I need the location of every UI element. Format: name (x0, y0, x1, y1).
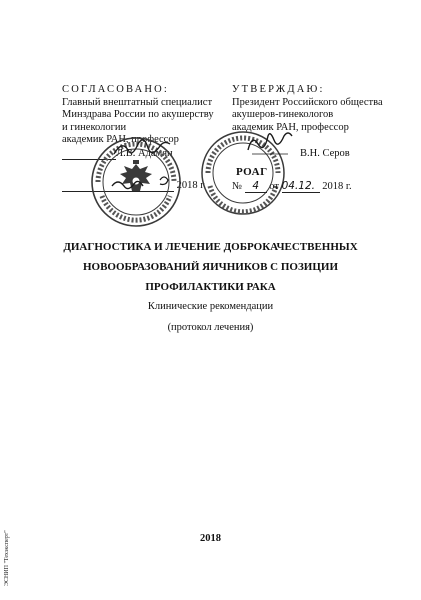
number-value: 4 (245, 180, 267, 193)
approve-block (232, 84, 392, 134)
approve-line: академик РАН, профессор (232, 121, 349, 133)
left-year: 2018 г. (176, 180, 206, 191)
document-subtitle: Клинические рекомендации (147, 301, 274, 312)
approval-line: академик РАН, профессор (62, 134, 179, 145)
roag-stamp-label: РОАГ (236, 166, 268, 178)
left-signer-name: Л.В. Адамян (116, 148, 173, 159)
right-signature-line (300, 148, 350, 159)
right-signature-icon (246, 132, 296, 158)
left-signature-icon (112, 138, 172, 160)
document-protocol: (протокол лечения) (167, 322, 254, 333)
date-prefix: от (269, 181, 279, 192)
approve-line: Президент Российского общества (232, 96, 383, 108)
right-number-date-line (232, 180, 352, 193)
sidebar-watermark: ЭСНИП "Техэксперт" (4, 530, 10, 586)
right-signer-name: В.Н. Серов (300, 148, 350, 159)
date-value: 04.12. (282, 180, 320, 193)
approval-line: Главный внештатный специалист (62, 96, 213, 108)
number-prefix: № (232, 181, 243, 192)
approve-heading: УТВЕРЖДАЮ: (232, 84, 325, 95)
document-title-line-1: ДИАГНОСТИКА И ЛЕЧЕНИЕ ДОБРОКАЧЕСТВЕННЫХ (63, 241, 358, 253)
document-year: 2018 (200, 533, 221, 544)
document-title-line-3: ПРОФИЛАКТИКИ РАКА (145, 281, 276, 293)
right-year: 2018 г. (322, 181, 352, 192)
approval-line: и гинекологии (62, 121, 127, 133)
approval-heading: СОГЛАСОВАНО: (62, 84, 170, 95)
approve-line: акушеров-гинекологов (232, 109, 334, 120)
approval-line: Минздрава России по акушерству (62, 109, 214, 120)
document-title-line-2: НОВООБРАЗОВАНИЙ ЯИЧНИКОВ С ПОЗИЦИИ (82, 261, 339, 273)
